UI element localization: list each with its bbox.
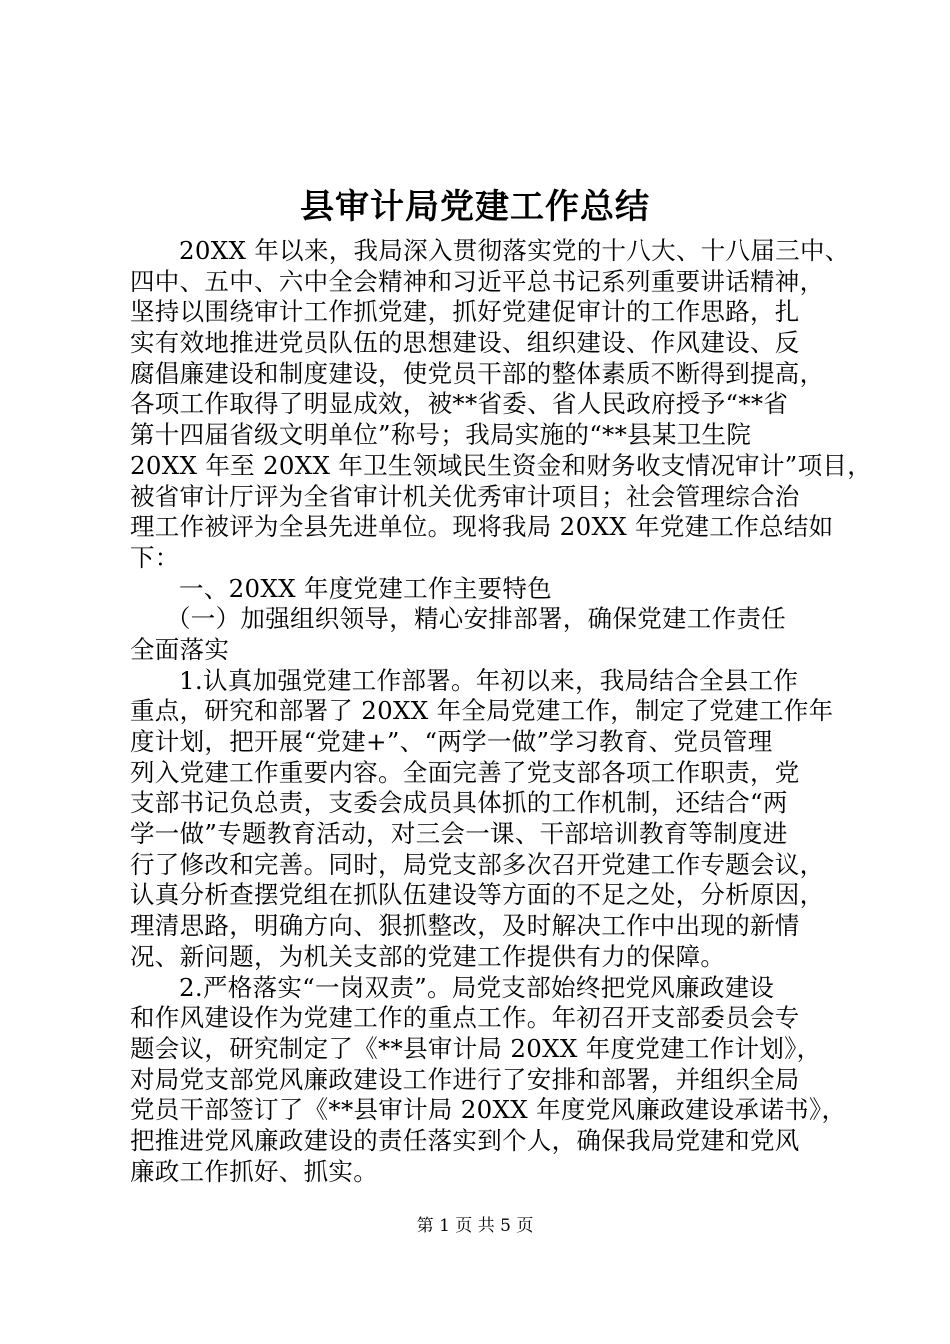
paragraph-line: 2.严格落实“一岗双责”。局党支部始终把党风廉政建设 <box>179 972 775 1002</box>
page-footer: 第 1 页 共 5 页 <box>416 1216 534 1236</box>
paragraph-line: 行了修改和完善。同时，局党支部多次召开党建工作专题会议， <box>130 849 825 879</box>
paragraph-line: 度计划，把开展“党建+”、“两学一做”学习教育、党员管理 <box>130 727 773 756</box>
paragraph-line: 况、新问题，为机关支部的党建工作提供有力的保障。 <box>130 941 726 971</box>
paragraph-line: 对局党支部党风廉政建设工作进行了安排和部署，并组织全局 <box>130 1064 800 1094</box>
paragraph-line: 各项工作取得了明显成效，被**省委、省人民政府授予“**省 <box>130 389 789 419</box>
section-heading: 一、20XX 年度党建工作主要特色 <box>179 573 552 603</box>
paragraph-line: 和作风建设作为党建工作的重点工作。年初召开支部委员会专 <box>130 1003 800 1033</box>
paragraph-line: 被省审计厅评为全省审计机关优秀审计项目；社会管理综合治 <box>130 481 800 511</box>
paragraph-line: 重点，研究和部署了 20XX 年全局党建工作，制定了党建工作年 <box>130 696 834 726</box>
paragraph-line: 列入党建工作重要内容。全面完善了党支部各项工作职责，党 <box>130 757 800 787</box>
paragraph-line: 20XX 年以来，我局深入贯彻落实党的十八大、十八届三中、 <box>179 236 850 265</box>
paragraph-line: 实有效地推进党员队伍的思想建设、组织建设、作风建设、反 <box>130 328 800 358</box>
paragraph-line: 坚持以围绕审计工作抓党建，抓好党建促审计的工作思路，扎 <box>130 297 800 327</box>
paragraph-line: 学一做”专题教育活动，对三会一课、干部培训教育等制度进 <box>130 819 788 849</box>
paragraph-line: 20XX 年至 20XX 年卫生领域民生资金和财务收支情况审计”项目， <box>130 450 873 480</box>
paragraph-line: 理清思路，明确方向、狠抓整改，及时解决工作中出现的新情 <box>130 911 800 941</box>
subsection-heading: （一）加强组织领导，精心安排部署，确保党建工作责任 <box>166 604 786 634</box>
subsection-heading-continued: 全面落实 <box>130 634 230 664</box>
paragraph-line: 下： <box>130 542 180 572</box>
document-title: 县审计局党建工作总结 <box>300 187 650 227</box>
paragraph-line: 腐倡廉建设和制度建设，使党员干部的整体素质不断得到提高， <box>130 358 825 388</box>
paragraph-line: 四中、五中、六中全会精神和习近平总书记系列重要讲话精神， <box>130 266 825 296</box>
document-body <box>130 236 873 1187</box>
paragraph-line: 第十四届省级文明单位”称号；我局实施的“**县某卫生院 <box>130 420 752 450</box>
paragraph-line: 廉政工作抓好、抓实。 <box>130 1156 378 1186</box>
paragraph-line: 把推进党风廉政建设的责任落实到个人，确保我局党建和党风 <box>130 1125 800 1155</box>
paragraph-line: 题会议，研究制定了《**县审计局 20XX 年度党建工作计划》， <box>130 1033 822 1063</box>
paragraph-line: 理工作被评为全县先进单位。现将我局 20XX 年党建工作总结如 <box>130 512 834 542</box>
paragraph-line: 支部书记负总责，支委会成员具体抓的工作机制，还结合“两 <box>130 788 788 818</box>
paragraph-line: 1.认真加强党建工作部署。年初以来，我局结合全县工作 <box>179 665 799 695</box>
paragraph-line: 认真分析查摆党组在抓队伍建设等方面的不足之处，分析原因， <box>130 880 825 910</box>
paragraph-line: 党员干部签订了《**县审计局 20XX 年度党风廉政建设承诺书》， <box>130 1095 847 1125</box>
